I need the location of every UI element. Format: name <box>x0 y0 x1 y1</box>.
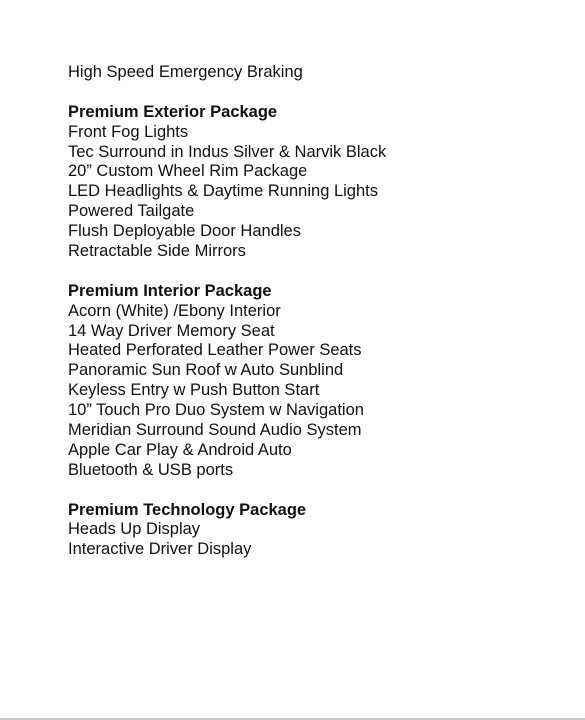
interior-feature-item: Panoramic Sun Roof w Auto Sunblind <box>68 361 344 380</box>
exterior-package-section <box>68 103 568 262</box>
interior-feature-item: Heated Perforated Leather Power Seats <box>68 341 362 360</box>
technology-feature-item: Heads Up Display <box>68 520 201 539</box>
interior-package-section <box>68 282 568 481</box>
exterior-feature-item: Powered Tailgate <box>68 202 195 221</box>
exterior-feature-item: Tec Surround in Indus Silver & Narvik Black <box>68 142 387 161</box>
section-spacer <box>68 262 568 282</box>
section-spacer <box>68 83 568 103</box>
exterior-feature-item: Retractable Side Mirrors <box>68 242 246 261</box>
exterior-feature-item: LED Headlights & Daytime Running Lights <box>68 182 378 201</box>
interior-feature-item: 10” Touch Pro Duo System w Navigation <box>68 401 364 420</box>
interior-feature-item: Keyless Entry w Push Button Start <box>68 381 320 400</box>
interior-feature-item: 14 Way Driver Memory Seat <box>68 321 275 340</box>
interior-feature-item: Meridian Surround Sound Audio System <box>68 421 362 440</box>
interior-feature-item: Acorn (White) /Ebony Interior <box>68 301 281 320</box>
technology-package-heading: Premium Technology Package <box>68 500 307 519</box>
technology-feature-item: Interactive Driver Display <box>68 540 252 559</box>
section-spacer <box>68 481 568 501</box>
exterior-feature-item: Flush Deployable Door Handles <box>68 222 301 241</box>
intro-item: High Speed Emergency Braking <box>68 63 303 81</box>
features-document <box>68 63 568 560</box>
exterior-package-heading: Premium Exterior Package <box>68 102 278 121</box>
interior-feature-item: Apple Car Play & Android Auto <box>68 440 292 459</box>
interior-feature-item: Bluetooth & USB ports <box>68 460 234 479</box>
exterior-feature-item: 20” Custom Wheel Rim Package <box>68 162 308 181</box>
exterior-feature-item: Front Fog Lights <box>68 122 189 141</box>
technology-package-section <box>68 501 568 561</box>
interior-package-heading: Premium Interior Package <box>68 281 272 300</box>
